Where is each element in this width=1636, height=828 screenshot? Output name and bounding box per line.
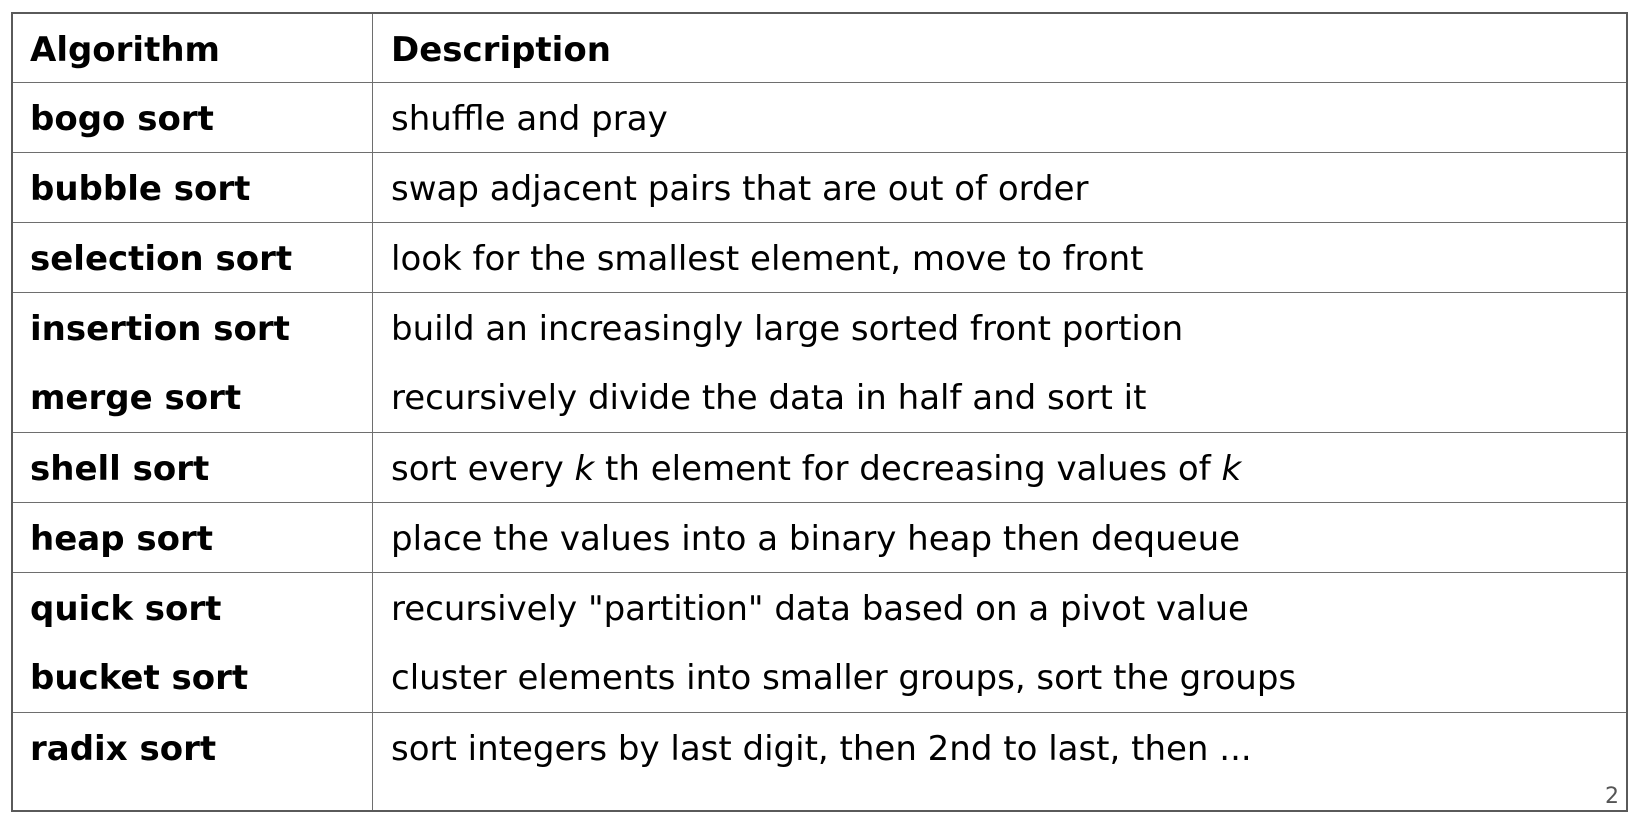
sorting-algorithms-table xyxy=(11,12,1628,812)
algorithm-description: place the values into a binary heap then dequeue xyxy=(391,519,1241,559)
description-text: sort every xyxy=(391,449,575,489)
algorithm-name: shell sort xyxy=(30,449,210,489)
variable-k: k xyxy=(574,449,595,489)
algorithm-description: sort integers by last digit, then 2nd to last, then ... xyxy=(391,729,1252,769)
algorithm-name: bucket sort xyxy=(30,658,249,698)
header-algorithm: Algorithm xyxy=(30,30,220,70)
variable-k: k xyxy=(1221,449,1242,489)
table-row xyxy=(13,572,1626,645)
algorithm-name: heap sort xyxy=(30,519,213,559)
algorithm-description: build an increasingly large sorted front portion xyxy=(391,309,1184,349)
algorithm-name: radix sort xyxy=(30,729,217,769)
algorithm-name: bubble sort xyxy=(30,169,251,209)
table-header-row xyxy=(13,14,1626,86)
algorithm-description: swap adjacent pairs that are out of order xyxy=(391,169,1089,209)
table-row xyxy=(13,712,1626,785)
table-row xyxy=(13,432,1626,505)
table-row xyxy=(13,292,1626,365)
table-row xyxy=(13,502,1626,575)
algorithm-name: bogo sort xyxy=(30,99,214,139)
table-row xyxy=(13,362,1626,434)
algorithm-name: merge sort xyxy=(30,378,242,418)
algorithm-description: look for the smallest element, move to front xyxy=(391,239,1144,279)
table-row xyxy=(13,152,1626,225)
algorithm-description: recursively divide the data in half and sort it xyxy=(391,378,1147,418)
page-number: 2 xyxy=(1605,784,1619,809)
algorithm-name: selection sort xyxy=(30,239,293,279)
header-description: Description xyxy=(391,30,611,70)
algorithm-description: cluster elements into smaller groups, sort the groups xyxy=(391,658,1297,698)
table-row xyxy=(13,82,1626,155)
description-text: th element for decreasing values of xyxy=(594,449,1222,489)
algorithm-description: shuffle and pray xyxy=(391,99,668,139)
algorithm-description xyxy=(391,433,1241,505)
table-row xyxy=(13,642,1626,714)
algorithm-name: quick sort xyxy=(30,589,222,629)
algorithm-description: recursively "partition" data based on a pivot value xyxy=(391,589,1249,629)
algorithm-name: insertion sort xyxy=(30,309,290,349)
table-row xyxy=(13,222,1626,295)
